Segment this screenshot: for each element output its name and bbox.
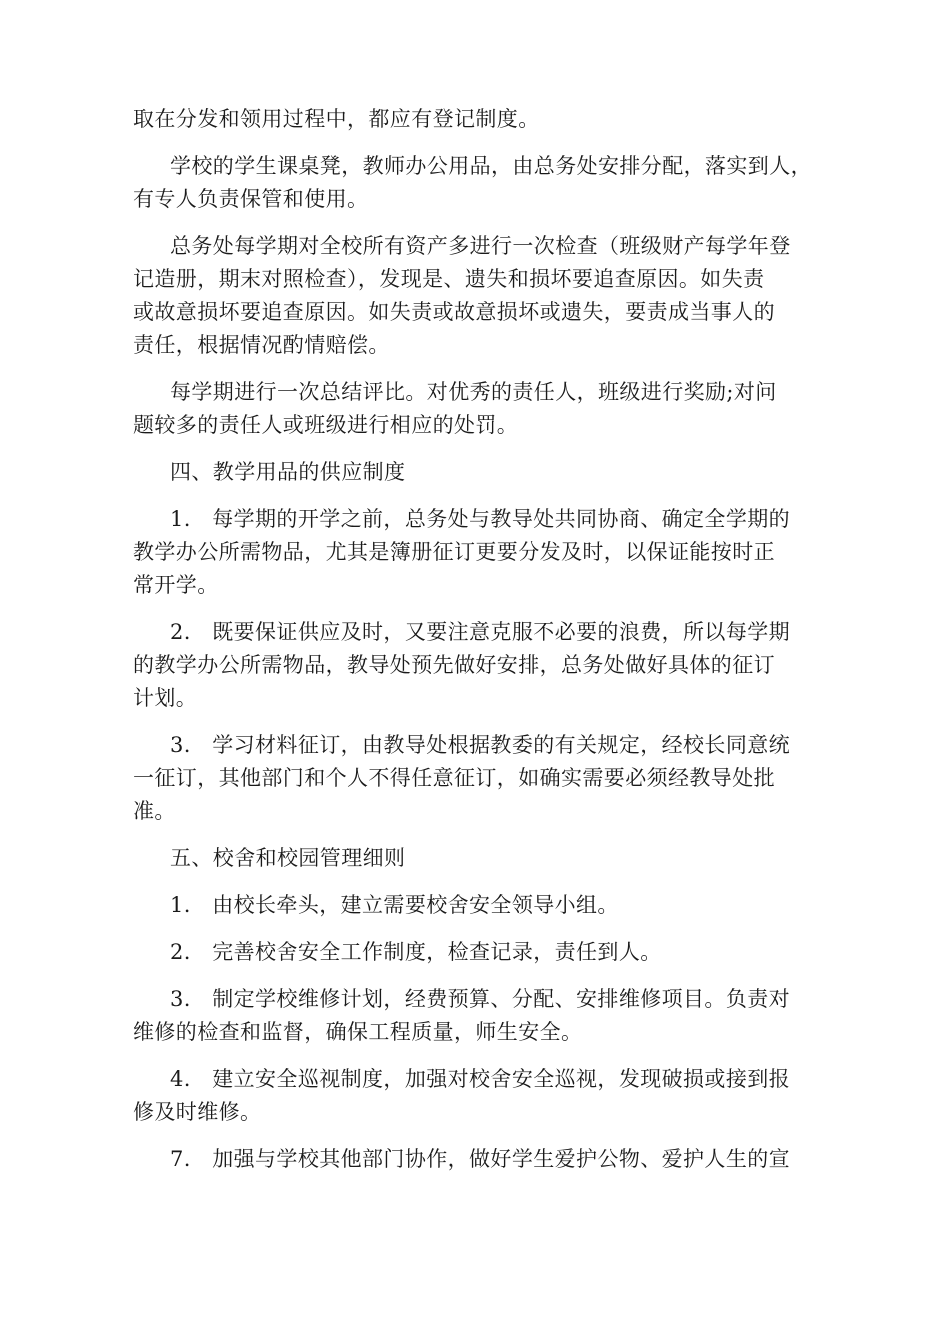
- text-line: 每学期进行一次总结评比。对优秀的责任人，班级进行奖励;对问: [170, 380, 777, 404]
- list-item: [133, 503, 833, 602]
- list-item: [133, 936, 833, 969]
- text-line: 常开学。: [133, 573, 219, 597]
- list-item: [133, 889, 833, 922]
- text-line: 责任，根据情况酌情赔偿。: [133, 333, 390, 357]
- section-heading: [133, 842, 833, 875]
- text-line: 1. 每学期的开学之前，总务处与教导处共同协商、确定全学期的: [170, 507, 791, 531]
- text-line: 一征订，其他部门和个人不得任意征订，如确实需要必须经教导处批: [133, 766, 775, 790]
- text-line: 2. 既要保证供应及时，又要注意克服不必要的浪费，所以每学期: [170, 620, 791, 644]
- text-line: 维修的检查和监督，确保工程质量，师生安全。: [133, 1020, 583, 1044]
- text-line: 教学办公所需物品，尤其是簿册征订更要分发及时，以保证能按时正: [133, 540, 775, 564]
- text-line: 1. 由校长牵头，建立需要校舍安全领导小组。: [170, 893, 619, 917]
- text-line: 计划。: [133, 686, 198, 710]
- text-line: 题较多的责任人或班级进行相应的处罚。: [133, 413, 519, 437]
- list-item: [133, 1143, 833, 1176]
- paragraph: [133, 376, 833, 442]
- list-item: [133, 983, 833, 1049]
- text-line: 修及时维修。: [133, 1100, 262, 1124]
- text-line: 2. 完善校舍安全工作制度，检查记录，责任到人。: [170, 940, 662, 964]
- paragraph: [133, 230, 833, 362]
- text-line: 学校的学生课桌凳，教师办公用品，由总务处安排分配，落实到人，: [170, 154, 812, 178]
- list-item: [133, 616, 833, 715]
- text-line: 记造册，期末对照检查），发现是、遗失和损坏要追查原因。如失责: [133, 267, 765, 291]
- paragraph: [133, 103, 833, 136]
- text-line: 3. 制定学校维修计划，经费预算、分配、安排维修项目。负责对: [170, 987, 791, 1011]
- text-line: 4. 建立安全巡视制度，加强对校舍安全巡视，发现破损或接到报: [170, 1067, 791, 1091]
- text-line: 总务处每学期对全校所有资产多进行一次检查（班级财产每学年登: [170, 234, 791, 258]
- text-line: 3. 学习材料征订，由教导处根据教委的有关规定，经校长同意统: [170, 733, 791, 757]
- list-item: [133, 729, 833, 828]
- text-line: 7. 加强与学校其他部门协作，做好学生爱护公物、爱护人生的宣: [170, 1147, 791, 1171]
- text-line: 的教学办公所需物品，教导处预先做好安排，总务处做好具体的征订: [133, 653, 775, 677]
- paragraph: [133, 150, 833, 216]
- text-line: 五、校舍和校园管理细则: [170, 846, 406, 870]
- text-line: 准。: [133, 799, 176, 823]
- text-line: 或故意损坏要追查原因。如失责或故意损坏或遗失，要责成当事人的: [133, 300, 775, 324]
- document-body: [133, 103, 833, 1190]
- text-line: 四、教学用品的供应制度: [170, 460, 406, 484]
- list-item: [133, 1063, 833, 1129]
- text-line: 有专人负责保管和使用。: [133, 187, 369, 211]
- section-heading: [133, 456, 833, 489]
- text-line: 取在分发和领用过程中，都应有登记制度。: [133, 107, 540, 131]
